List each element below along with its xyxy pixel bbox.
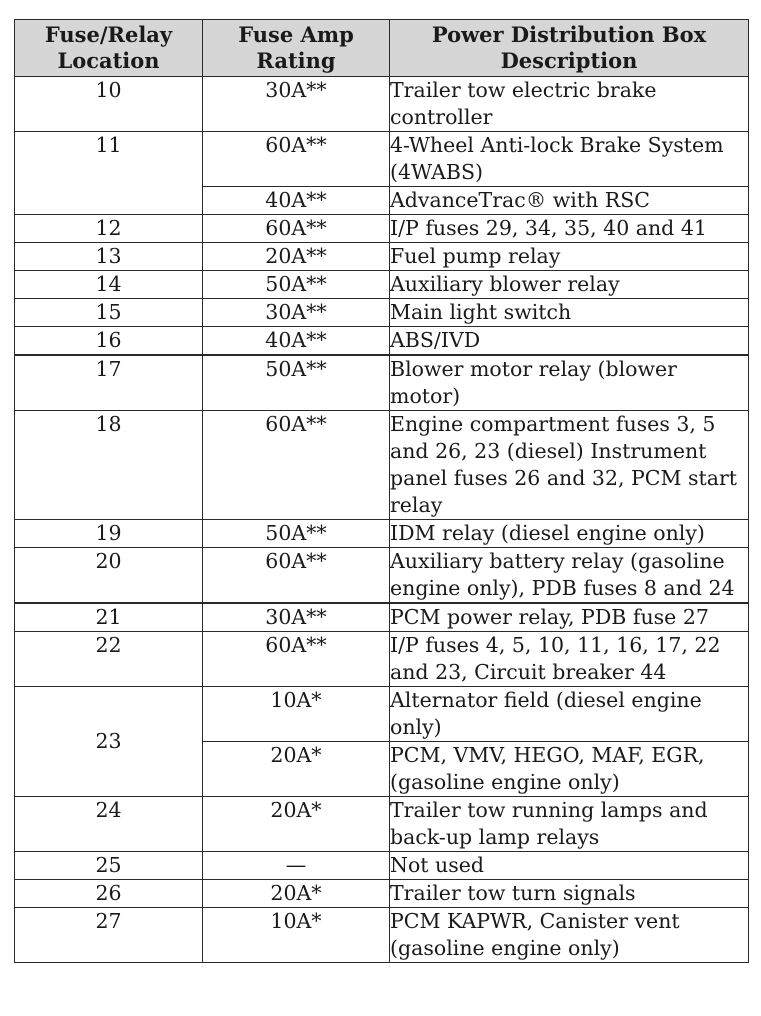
description-line: Engine compartment fuses 3, 5 (390, 412, 716, 436)
header-desc-line: Power Distribution Box (431, 22, 707, 47)
amp-cell: 20A* (203, 797, 390, 852)
description-cell (390, 77, 749, 132)
location-cell: 23 (15, 687, 203, 797)
description-line: (gasoline engine only) (390, 770, 620, 794)
table-row (15, 271, 749, 299)
description-cell (390, 411, 749, 520)
amp-cell: 10A* (203, 687, 390, 742)
header-description (390, 20, 749, 77)
header-amp-line: Rating (256, 48, 336, 73)
location-cell: 16 (15, 327, 203, 356)
amp-cell: 60A** (203, 632, 390, 687)
location-cell: 20 (15, 548, 203, 604)
location-cell: 10 (15, 77, 203, 132)
fuse-table (14, 19, 749, 963)
description-cell (390, 327, 749, 356)
description-cell (390, 355, 749, 411)
description-line: IDM relay (diesel engine only) (390, 521, 705, 545)
amp-cell: 20A* (203, 880, 390, 908)
description-cell (390, 520, 749, 548)
description-line: Alternator field (diesel engine (390, 688, 702, 712)
description-cell (390, 215, 749, 243)
description-line: controller (390, 105, 493, 129)
location-cell: 24 (15, 797, 203, 852)
description-line: back-up lamp relays (390, 825, 600, 849)
location-cell: 27 (15, 908, 203, 963)
description-line: Fuel pump relay (390, 244, 561, 268)
description-line: PCM power relay, PDB fuse 27 (390, 605, 709, 629)
table-row (15, 355, 749, 411)
description-line: engine only), PDB fuses 8 and 24 (390, 576, 735, 600)
location-cell: 17 (15, 355, 203, 411)
description-line: motor) (390, 384, 461, 408)
table-row (15, 632, 749, 687)
description-cell (390, 908, 749, 963)
table-row (15, 520, 749, 548)
table-header (15, 20, 749, 77)
description-line: ABS/IVD (390, 328, 481, 352)
location-cell: 15 (15, 299, 203, 327)
location-cell: 13 (15, 243, 203, 271)
table-row (15, 603, 749, 632)
amp-cell: 20A* (203, 742, 390, 797)
location-cell: 12 (15, 215, 203, 243)
description-cell (390, 299, 749, 327)
table-row (15, 411, 749, 520)
table-body (15, 77, 749, 963)
table-row (15, 687, 749, 742)
description-line: Auxiliary battery relay (gasoline (390, 549, 725, 573)
description-line: (4WABS) (390, 160, 484, 184)
description-line: I/P fuses 4, 5, 10, 11, 16, 17, 22 (390, 633, 721, 657)
description-line: I/P fuses 29, 34, 35, 40 and 41 (390, 216, 707, 240)
location-cell: 26 (15, 880, 203, 908)
location-cell: 22 (15, 632, 203, 687)
location-cell: 19 (15, 520, 203, 548)
amp-cell: — (203, 852, 390, 880)
amp-cell: 10A* (203, 908, 390, 963)
description-cell (390, 271, 749, 299)
table-row (15, 243, 749, 271)
description-cell (390, 687, 749, 742)
description-cell (390, 742, 749, 797)
description-line: PCM, VMV, HEGO, MAF, EGR, (390, 743, 705, 767)
location-cell: 11 (15, 132, 203, 215)
table-row (15, 77, 749, 132)
description-cell (390, 243, 749, 271)
description-line: Not used (390, 853, 485, 877)
header-location-line: Fuse/Relay (44, 22, 173, 47)
table-row (15, 880, 749, 908)
description-line: and 26, 23 (diesel) Instrument (390, 439, 707, 463)
header-desc-line: Description (500, 48, 638, 73)
table-row (15, 797, 749, 852)
amp-cell: 60A** (203, 132, 390, 187)
amp-cell: 60A** (203, 548, 390, 604)
header-row (15, 20, 749, 77)
description-cell (390, 187, 749, 215)
table-row (15, 908, 749, 963)
amp-cell: 30A** (203, 603, 390, 632)
description-cell (390, 632, 749, 687)
amp-cell: 50A** (203, 520, 390, 548)
amp-cell: 40A** (203, 187, 390, 215)
description-cell (390, 880, 749, 908)
header-amp-rating (203, 20, 390, 77)
table-row (15, 548, 749, 604)
description-line: only) (390, 715, 442, 739)
description-line: Trailer tow electric brake (390, 78, 657, 102)
header-location-line: Location (57, 48, 160, 73)
description-line: panel fuses 26 and 32, PCM start (390, 466, 738, 490)
amp-cell: 20A** (203, 243, 390, 271)
location-cell: 25 (15, 852, 203, 880)
description-line: and 23, Circuit breaker 44 (390, 660, 667, 684)
amp-cell: 30A** (203, 77, 390, 132)
description-line: Trailer tow turn signals (390, 881, 636, 905)
header-amp-line: Fuse Amp (238, 22, 354, 47)
table-row (15, 327, 749, 356)
amp-cell: 60A** (203, 411, 390, 520)
description-line: Blower motor relay (blower (390, 357, 677, 381)
table-row (15, 132, 749, 187)
description-cell (390, 132, 749, 187)
description-line: Auxiliary blower relay (390, 272, 620, 296)
location-cell: 14 (15, 271, 203, 299)
table-row (15, 852, 749, 880)
amp-cell: 30A** (203, 299, 390, 327)
description-line: relay (390, 493, 443, 517)
description-line: Trailer tow running lamps and (390, 798, 708, 822)
table-row (15, 215, 749, 243)
header-location (15, 20, 203, 77)
description-cell (390, 548, 749, 604)
description-line: PCM KAPWR, Canister vent (390, 909, 680, 933)
description-line: Main light switch (390, 300, 572, 324)
description-line: 4-Wheel Anti-lock Brake System (390, 133, 724, 157)
table-row (15, 299, 749, 327)
amp-cell: 60A** (203, 215, 390, 243)
description-cell (390, 852, 749, 880)
page (14, 19, 748, 963)
amp-cell: 50A** (203, 271, 390, 299)
amp-cell: 50A** (203, 355, 390, 411)
description-cell (390, 797, 749, 852)
location-cell: 21 (15, 603, 203, 632)
location-cell: 18 (15, 411, 203, 520)
description-line: AdvanceTrac® with RSC (390, 188, 650, 212)
amp-cell: 40A** (203, 327, 390, 356)
description-cell (390, 603, 749, 632)
description-line: (gasoline engine only) (390, 936, 620, 960)
